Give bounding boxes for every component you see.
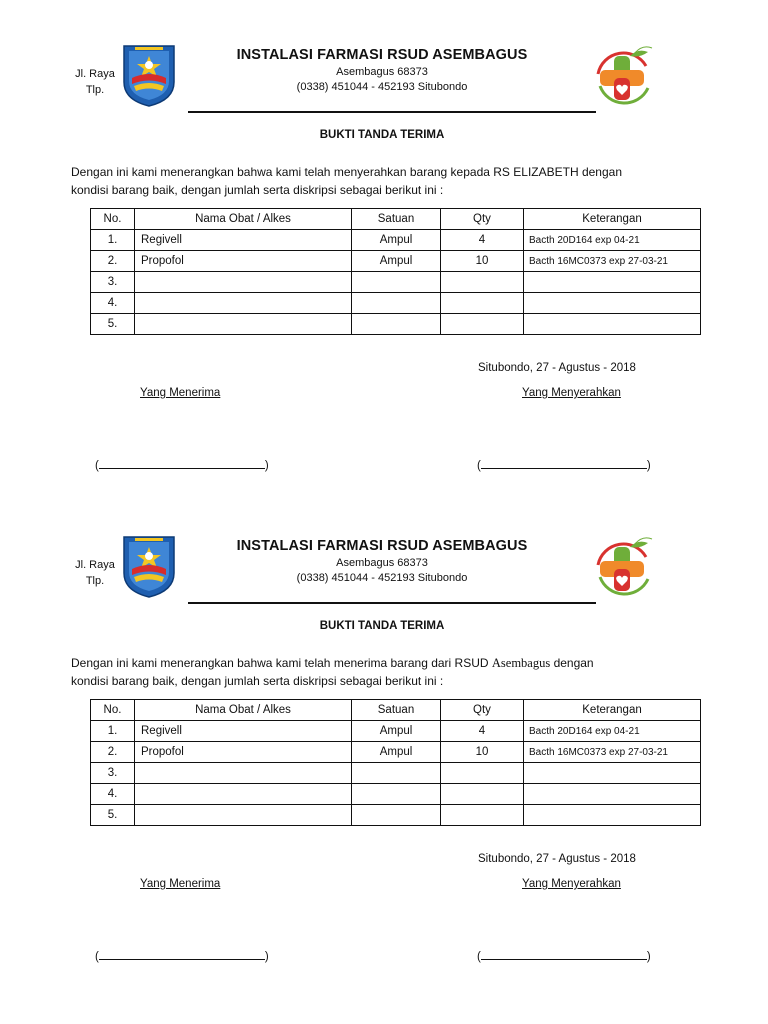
receiver-signature-blank: ( ) xyxy=(95,948,269,963)
intro-hospital-name: Asembagus xyxy=(491,656,551,670)
table-header-row xyxy=(91,700,701,721)
receiver-label: Yang Menerima xyxy=(140,878,221,890)
intro-paragraph xyxy=(71,654,698,690)
pharmacy-cross-logo-icon xyxy=(586,46,660,108)
row-qty xyxy=(441,314,524,335)
row-note: Bacth 16MC0373 exp 27-03-21 xyxy=(524,251,701,272)
institution-city: Asembagus 68373 xyxy=(336,66,428,78)
col-name-header: Nama Obat / Alkes xyxy=(135,700,352,721)
row-no: 3. xyxy=(91,272,135,293)
items-table xyxy=(90,208,701,335)
row-no: 1. xyxy=(91,230,135,251)
place-date: Situbondo, 27 - Agustus - 2018 xyxy=(478,362,636,374)
row-unit: Ampul xyxy=(352,251,441,272)
giver-label: Yang Menyerahkan xyxy=(522,878,621,890)
place-date: Situbondo, 27 - Agustus - 2018 xyxy=(478,853,636,865)
institution-phone: (0338) 451044 - 452193 Situbondo xyxy=(296,572,468,584)
row-note xyxy=(524,314,701,335)
receiver-signature-blank: ( ) xyxy=(95,457,269,472)
intro-line-1-start: Dengan ini kami menerangkan bahwa kami telah menerima barang dari RSUD xyxy=(71,656,489,670)
address-labels xyxy=(70,557,120,589)
row-name: Propofol xyxy=(135,251,352,272)
row-unit: Ampul xyxy=(352,742,441,763)
col-qty-header: Qty xyxy=(441,209,524,230)
institution-title: INSTALASI FARMASI RSUD ASEMBAGUS xyxy=(236,47,528,63)
col-no-header: No. xyxy=(91,700,135,721)
receipt-1 xyxy=(0,0,768,491)
row-name xyxy=(135,314,352,335)
table-row xyxy=(91,784,701,805)
address-label: Jl. Raya xyxy=(75,68,115,80)
intro-paragraph xyxy=(71,163,698,199)
row-note xyxy=(524,293,701,314)
table-row xyxy=(91,721,701,742)
header-divider xyxy=(188,111,596,113)
intro-line-2: kondisi barang baik, dengan jumlah serta diskripsi sebagai berikut ini : xyxy=(71,674,444,688)
row-note: Bacth 20D164 exp 04-21 xyxy=(524,230,701,251)
table-row xyxy=(91,272,701,293)
row-qty: 4 xyxy=(441,230,524,251)
col-qty-header: Qty xyxy=(441,700,524,721)
address-label: Jl. Raya xyxy=(75,559,115,571)
document-title: BUKTI TANDA TERIMA xyxy=(319,620,445,632)
col-note-header: Keterangan xyxy=(524,700,701,721)
row-name xyxy=(135,784,352,805)
institution-city: Asembagus 68373 xyxy=(336,557,428,569)
table-header-row xyxy=(91,209,701,230)
row-qty xyxy=(441,293,524,314)
row-note xyxy=(524,805,701,826)
row-no: 5. xyxy=(91,805,135,826)
table-row xyxy=(91,763,701,784)
col-name-header: Nama Obat / Alkes xyxy=(135,209,352,230)
row-no: 4. xyxy=(91,784,135,805)
row-name xyxy=(135,763,352,784)
row-note xyxy=(524,784,701,805)
receipt-2 xyxy=(0,491,768,982)
row-unit xyxy=(352,314,441,335)
receiver-label: Yang Menerima xyxy=(140,387,221,399)
table-row xyxy=(91,251,701,272)
row-qty xyxy=(441,272,524,293)
header-divider xyxy=(188,602,596,604)
table-row xyxy=(91,742,701,763)
row-no: 1. xyxy=(91,721,135,742)
document-title: BUKTI TANDA TERIMA xyxy=(319,129,445,141)
row-note xyxy=(524,272,701,293)
intro-line-1: Dengan ini kami menerangkan bahwa kami telah menyerahkan barang kepada RS ELIZABETH dengan xyxy=(71,165,622,179)
col-no-header: No. xyxy=(91,209,135,230)
row-unit xyxy=(352,763,441,784)
row-unit xyxy=(352,293,441,314)
row-qty xyxy=(441,763,524,784)
row-unit: Ampul xyxy=(352,230,441,251)
regency-emblem-icon xyxy=(120,42,178,108)
giver-label: Yang Menyerahkan xyxy=(522,387,621,399)
row-note: Bacth 20D164 exp 04-21 xyxy=(524,721,701,742)
table-row xyxy=(91,314,701,335)
phone-label: Tlp. xyxy=(85,84,105,96)
row-qty: 10 xyxy=(441,251,524,272)
items-table xyxy=(90,699,701,826)
col-note-header: Keterangan xyxy=(524,209,701,230)
row-qty xyxy=(441,805,524,826)
row-no: 4. xyxy=(91,293,135,314)
row-no: 3. xyxy=(91,763,135,784)
row-note: Bacth 16MC0373 exp 27-03-21 xyxy=(524,742,701,763)
table-row xyxy=(91,293,701,314)
row-unit xyxy=(352,805,441,826)
row-no: 2. xyxy=(91,742,135,763)
row-name xyxy=(135,293,352,314)
address-labels xyxy=(70,66,120,98)
row-no: 2. xyxy=(91,251,135,272)
table-row xyxy=(91,230,701,251)
intro-line-1-end: dengan xyxy=(553,656,594,670)
phone-label: Tlp. xyxy=(85,575,105,587)
row-qty xyxy=(441,784,524,805)
intro-line-2: kondisi barang baik, dengan jumlah serta diskripsi sebagai berikut ini : xyxy=(71,183,444,197)
institution-title: INSTALASI FARMASI RSUD ASEMBAGUS xyxy=(236,538,528,554)
row-name xyxy=(135,272,352,293)
table-row xyxy=(91,805,701,826)
regency-emblem-icon xyxy=(120,533,178,599)
giver-signature-blank: ( ) xyxy=(477,457,651,472)
giver-signature-blank: ( ) xyxy=(477,948,651,963)
institution-phone: (0338) 451044 - 452193 Situbondo xyxy=(296,81,468,93)
row-qty: 10 xyxy=(441,742,524,763)
row-name xyxy=(135,805,352,826)
row-unit xyxy=(352,272,441,293)
row-name: Propofol xyxy=(135,742,352,763)
col-unit-header: Satuan xyxy=(352,209,441,230)
row-name: Regivell xyxy=(135,230,352,251)
pharmacy-cross-logo-icon xyxy=(586,537,660,599)
col-unit-header: Satuan xyxy=(352,700,441,721)
row-unit: Ampul xyxy=(352,721,441,742)
row-qty: 4 xyxy=(441,721,524,742)
row-no: 5. xyxy=(91,314,135,335)
row-unit xyxy=(352,784,441,805)
intro-line-1 xyxy=(71,654,698,672)
row-name: Regivell xyxy=(135,721,352,742)
row-note xyxy=(524,763,701,784)
